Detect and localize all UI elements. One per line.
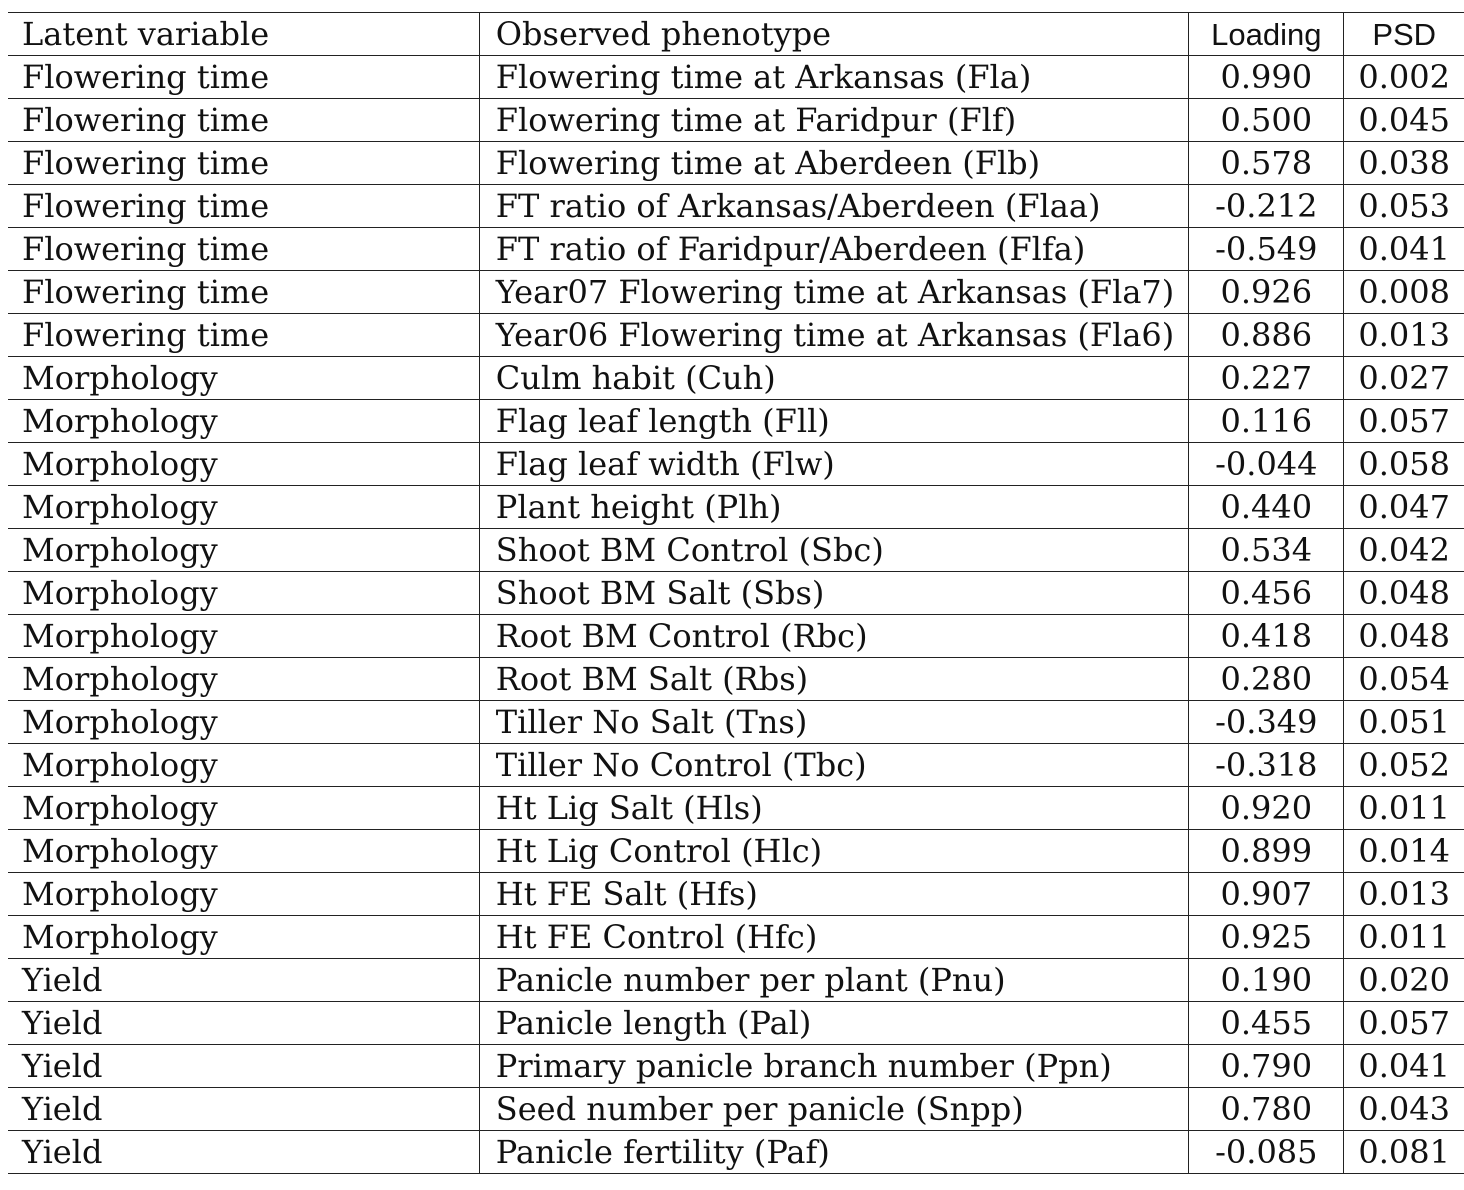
table-body: [8, 56, 1464, 1174]
table-row: [8, 744, 1464, 787]
table-row: [8, 1002, 1464, 1045]
cell-observed-phenotype: Ht FE Salt (Hfs): [479, 873, 1188, 916]
header-latent-variable: Latent variable: [8, 13, 479, 56]
cell-loading: -0.349: [1189, 701, 1344, 744]
cell-observed-phenotype: Year06 Flowering time at Arkansas (Fla6): [479, 314, 1188, 357]
table-row: [8, 873, 1464, 916]
table-row: [8, 271, 1464, 314]
cell-loading: -0.549: [1189, 228, 1344, 271]
cell-loading: 0.190: [1189, 959, 1344, 1002]
cell-latent-variable: Morphology: [8, 830, 479, 873]
cell-loading: 0.456: [1189, 572, 1344, 615]
cell-latent-variable: Morphology: [8, 486, 479, 529]
header-loading: Loading: [1189, 13, 1344, 56]
cell-latent-variable: Morphology: [8, 357, 479, 400]
cell-psd: 0.057: [1344, 400, 1464, 443]
cell-psd: 0.038: [1344, 142, 1464, 185]
cell-latent-variable: Yield: [8, 1002, 479, 1045]
cell-latent-variable: Flowering time: [8, 99, 479, 142]
cell-loading: 0.578: [1189, 142, 1344, 185]
cell-loading: 0.790: [1189, 1045, 1344, 1088]
cell-latent-variable: Yield: [8, 959, 479, 1002]
cell-observed-phenotype: Flowering time at Aberdeen (Flb): [479, 142, 1188, 185]
cell-psd: 0.054: [1344, 658, 1464, 701]
cell-psd: 0.027: [1344, 357, 1464, 400]
cell-loading: 0.780: [1189, 1088, 1344, 1131]
cell-latent-variable: Morphology: [8, 916, 479, 959]
cell-latent-variable: Flowering time: [8, 185, 479, 228]
cell-latent-variable: Flowering time: [8, 228, 479, 271]
table-row: [8, 830, 1464, 873]
cell-loading: 0.926: [1189, 271, 1344, 314]
table-row: [8, 142, 1464, 185]
cell-observed-phenotype: Root BM Control (Rbc): [479, 615, 1188, 658]
cell-psd: 0.042: [1344, 529, 1464, 572]
cell-loading: 0.920: [1189, 787, 1344, 830]
cell-latent-variable: Yield: [8, 1088, 479, 1131]
cell-psd: 0.051: [1344, 701, 1464, 744]
cell-observed-phenotype: Panicle length (Pal): [479, 1002, 1188, 1045]
cell-latent-variable: Morphology: [8, 400, 479, 443]
cell-latent-variable: Flowering time: [8, 271, 479, 314]
cell-observed-phenotype: Flag leaf length (Fll): [479, 400, 1188, 443]
table-row: [8, 959, 1464, 1002]
cell-observed-phenotype: Root BM Salt (Rbs): [479, 658, 1188, 701]
cell-latent-variable: Morphology: [8, 615, 479, 658]
cell-loading: 0.925: [1189, 916, 1344, 959]
cell-observed-phenotype: Year07 Flowering time at Arkansas (Fla7): [479, 271, 1188, 314]
cell-observed-phenotype: Primary panicle branch number (Ppn): [479, 1045, 1188, 1088]
table-row: [8, 615, 1464, 658]
cell-observed-phenotype: Ht Lig Control (Hlc): [479, 830, 1188, 873]
cell-observed-phenotype: Seed number per panicle (Snpp): [479, 1088, 1188, 1131]
cell-loading: 0.886: [1189, 314, 1344, 357]
loadings-table: [8, 12, 1464, 1174]
cell-latent-variable: Yield: [8, 1131, 479, 1174]
cell-loading: -0.318: [1189, 744, 1344, 787]
table-row: [8, 529, 1464, 572]
cell-loading: 0.899: [1189, 830, 1344, 873]
cell-observed-phenotype: Shoot BM Control (Sbc): [479, 529, 1188, 572]
cell-latent-variable: Yield: [8, 1045, 479, 1088]
cell-loading: 0.907: [1189, 873, 1344, 916]
cell-psd: 0.013: [1344, 873, 1464, 916]
table-row: [8, 486, 1464, 529]
cell-latent-variable: Morphology: [8, 572, 479, 615]
header-psd: PSD: [1344, 13, 1464, 56]
table-row: [8, 228, 1464, 271]
cell-loading: 0.534: [1189, 529, 1344, 572]
cell-loading: 0.227: [1189, 357, 1344, 400]
cell-psd: 0.041: [1344, 1045, 1464, 1088]
cell-psd: 0.058: [1344, 443, 1464, 486]
header-observed-phenotype: Observed phenotype: [479, 13, 1188, 56]
cell-psd: 0.047: [1344, 486, 1464, 529]
table-row: [8, 701, 1464, 744]
table-row: [8, 1045, 1464, 1088]
cell-observed-phenotype: Tiller No Salt (Tns): [479, 701, 1188, 744]
cell-psd: 0.052: [1344, 744, 1464, 787]
cell-loading: 0.440: [1189, 486, 1344, 529]
cell-latent-variable: Morphology: [8, 744, 479, 787]
cell-latent-variable: Morphology: [8, 873, 479, 916]
table-row: [8, 357, 1464, 400]
cell-loading: 0.418: [1189, 615, 1344, 658]
cell-loading: 0.500: [1189, 99, 1344, 142]
table-row: [8, 443, 1464, 486]
cell-observed-phenotype: Tiller No Control (Tbc): [479, 744, 1188, 787]
cell-observed-phenotype: Flowering time at Faridpur (Flf): [479, 99, 1188, 142]
cell-psd: 0.011: [1344, 916, 1464, 959]
loadings-table-container: [8, 12, 1464, 1174]
cell-psd: 0.081: [1344, 1131, 1464, 1174]
table-row: [8, 314, 1464, 357]
cell-latent-variable: Morphology: [8, 529, 479, 572]
cell-latent-variable: Morphology: [8, 658, 479, 701]
table-row: [8, 787, 1464, 830]
cell-observed-phenotype: Ht Lig Salt (Hls): [479, 787, 1188, 830]
cell-psd: 0.048: [1344, 572, 1464, 615]
cell-loading: 0.116: [1189, 400, 1344, 443]
cell-observed-phenotype: Shoot BM Salt (Sbs): [479, 572, 1188, 615]
cell-observed-phenotype: Flag leaf width (Flw): [479, 443, 1188, 486]
cell-psd: 0.002: [1344, 56, 1464, 99]
table-row: [8, 1088, 1464, 1131]
cell-psd: 0.053: [1344, 185, 1464, 228]
table-row: [8, 99, 1464, 142]
cell-observed-phenotype: Panicle fertility (Paf): [479, 1131, 1188, 1174]
cell-latent-variable: Flowering time: [8, 142, 479, 185]
cell-psd: 0.041: [1344, 228, 1464, 271]
table-row: [8, 56, 1464, 99]
cell-latent-variable: Flowering time: [8, 314, 479, 357]
cell-loading: 0.280: [1189, 658, 1344, 701]
cell-loading: 0.455: [1189, 1002, 1344, 1045]
cell-loading: -0.044: [1189, 443, 1344, 486]
cell-latent-variable: Morphology: [8, 443, 479, 486]
cell-psd: 0.045: [1344, 99, 1464, 142]
cell-latent-variable: Flowering time: [8, 56, 479, 99]
cell-latent-variable: Morphology: [8, 787, 479, 830]
cell-observed-phenotype: Panicle number per plant (Pnu): [479, 959, 1188, 1002]
cell-observed-phenotype: Ht FE Control (Hfc): [479, 916, 1188, 959]
table-row: [8, 658, 1464, 701]
cell-loading: 0.990: [1189, 56, 1344, 99]
header-row: [8, 13, 1464, 56]
cell-psd: 0.014: [1344, 830, 1464, 873]
table-row: [8, 185, 1464, 228]
cell-psd: 0.043: [1344, 1088, 1464, 1131]
table-row: [8, 400, 1464, 443]
cell-psd: 0.057: [1344, 1002, 1464, 1045]
table-row: [8, 1131, 1464, 1174]
cell-psd: 0.011: [1344, 787, 1464, 830]
cell-psd: 0.048: [1344, 615, 1464, 658]
table-row: [8, 572, 1464, 615]
table-header: [8, 13, 1464, 56]
cell-psd: 0.013: [1344, 314, 1464, 357]
cell-latent-variable: Morphology: [8, 701, 479, 744]
cell-loading: -0.212: [1189, 185, 1344, 228]
cell-observed-phenotype: FT ratio of Arkansas/Aberdeen (Flaa): [479, 185, 1188, 228]
cell-loading: -0.085: [1189, 1131, 1344, 1174]
cell-observed-phenotype: Culm habit (Cuh): [479, 357, 1188, 400]
cell-observed-phenotype: Flowering time at Arkansas (Fla): [479, 56, 1188, 99]
cell-psd: 0.020: [1344, 959, 1464, 1002]
cell-psd: 0.008: [1344, 271, 1464, 314]
cell-observed-phenotype: Plant height (Plh): [479, 486, 1188, 529]
table-row: [8, 916, 1464, 959]
cell-observed-phenotype: FT ratio of Faridpur/Aberdeen (Flfa): [479, 228, 1188, 271]
